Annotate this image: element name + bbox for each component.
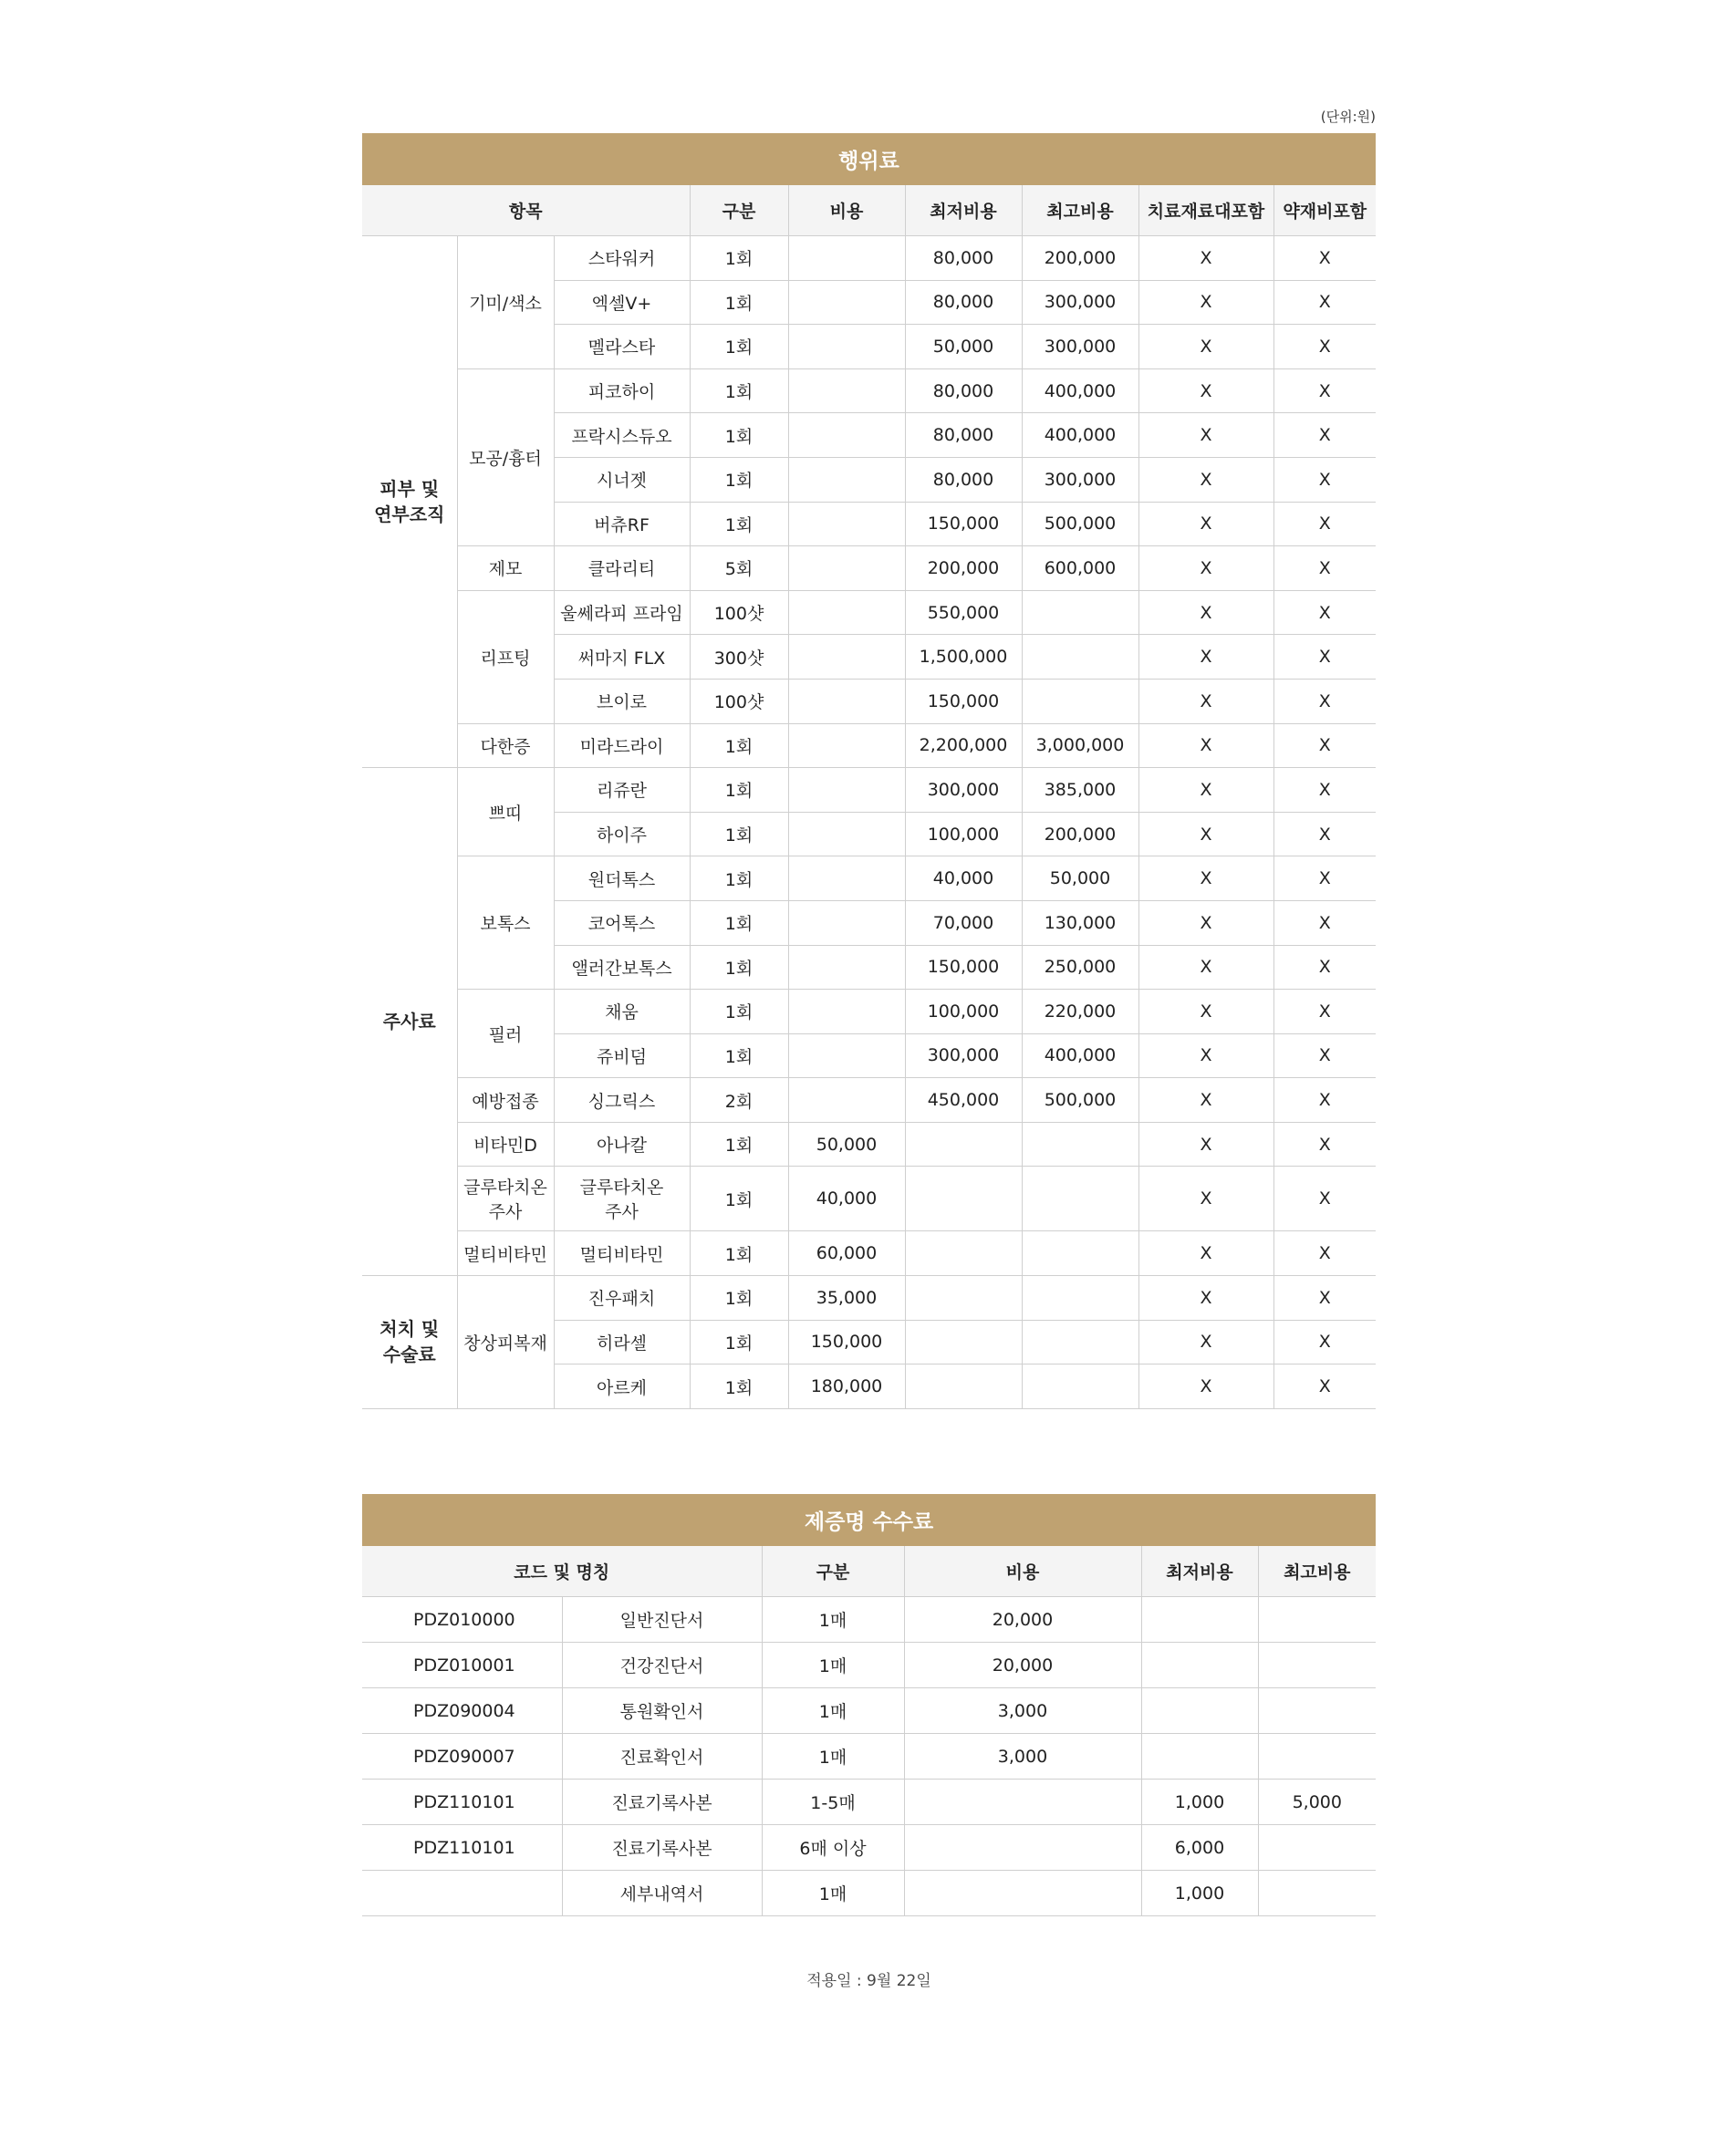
unit-cell: 1회 (690, 413, 788, 458)
document-name: 진료기록사본 (562, 1780, 762, 1825)
material-cell: X (1138, 1231, 1273, 1276)
unit-cell: 1회 (690, 856, 788, 901)
unit-cell: 1매 (762, 1643, 904, 1688)
item-name: 하이주 (554, 812, 690, 856)
material-cell: X (1138, 990, 1273, 1034)
material-cell: X (1138, 457, 1273, 502)
drug-cell: X (1273, 812, 1376, 856)
max-cell (1022, 635, 1138, 680)
item-name: 채움 (554, 990, 690, 1034)
min-cell (905, 1231, 1022, 1276)
unit-cell: 6매 이상 (762, 1825, 904, 1871)
code-cell: PDZ010001 (362, 1643, 562, 1688)
min-cell: 200,000 (905, 546, 1022, 591)
unit-cell: 1회 (690, 325, 788, 369)
max-cell (1258, 1597, 1376, 1643)
document-name: 진료확인서 (562, 1734, 762, 1780)
min-cell: 50,000 (905, 325, 1022, 369)
cost-cell (788, 590, 905, 635)
max-cell: 385,000 (1022, 768, 1138, 813)
item-name: 엑셀V+ (554, 280, 690, 325)
min-cell (905, 1122, 1022, 1167)
table-row (362, 590, 1376, 635)
drug-cell: X (1273, 368, 1376, 413)
item-name: 쥬비덤 (554, 1033, 690, 1078)
min-cell: 80,000 (905, 413, 1022, 458)
material-cell: X (1138, 856, 1273, 901)
document-name: 세부내역서 (562, 1871, 762, 1916)
min-cell (1141, 1734, 1258, 1780)
table-row (362, 368, 1376, 413)
item-name: 프락시스듀오 (554, 413, 690, 458)
min-cell: 1,500,000 (905, 635, 1022, 680)
material-cell: X (1138, 1167, 1273, 1231)
unit-cell: 1회 (690, 457, 788, 502)
table-row (362, 1871, 1376, 1916)
item-name: 아르케 (554, 1365, 690, 1409)
cost-cell (788, 723, 905, 768)
unit-cell: 300샷 (690, 635, 788, 680)
drug-cell: X (1273, 1078, 1376, 1123)
max-cell (1022, 1365, 1138, 1409)
max-cell: 400,000 (1022, 368, 1138, 413)
unit-cell: 1회 (690, 1122, 788, 1167)
drug-cell: X (1273, 280, 1376, 325)
max-cell: 300,000 (1022, 280, 1138, 325)
material-cell: X (1138, 1078, 1273, 1123)
material-cell: X (1138, 413, 1273, 458)
drug-cell: X (1273, 900, 1376, 945)
subcategory-cell: 모공/흉터 (457, 368, 554, 545)
cost-cell: 180,000 (788, 1365, 905, 1409)
unit-cell: 1매 (762, 1871, 904, 1916)
max-cell (1258, 1871, 1376, 1916)
column-header: 치료재료대포함 (1138, 185, 1273, 236)
min-cell (905, 1365, 1022, 1409)
table-row (362, 1276, 1376, 1321)
max-cell (1022, 679, 1138, 723)
unit-cell: 1회 (690, 1231, 788, 1276)
max-cell (1258, 1825, 1376, 1871)
cost-cell (788, 812, 905, 856)
document-name: 일반진단서 (562, 1597, 762, 1643)
cost-cell: 20,000 (904, 1643, 1141, 1688)
cost-cell (788, 990, 905, 1034)
max-cell: 130,000 (1022, 900, 1138, 945)
max-cell: 300,000 (1022, 457, 1138, 502)
cost-cell (788, 679, 905, 723)
cost-cell (788, 368, 905, 413)
table-row (362, 1231, 1376, 1276)
material-cell: X (1138, 945, 1273, 990)
column-header: 구분 (762, 1546, 904, 1597)
cost-cell (904, 1871, 1141, 1916)
item-name: 스타워커 (554, 236, 690, 281)
unit-cell: 1회 (690, 900, 788, 945)
unit-cell: 1회 (690, 768, 788, 813)
material-cell: X (1138, 768, 1273, 813)
unit-cell: 1매 (762, 1688, 904, 1734)
min-cell: 80,000 (905, 457, 1022, 502)
material-cell: X (1138, 590, 1273, 635)
item-name: 코어톡스 (554, 900, 690, 945)
cost-cell (788, 856, 905, 901)
max-cell (1022, 1276, 1138, 1321)
cost-cell (788, 635, 905, 680)
column-header: 비용 (904, 1546, 1141, 1597)
item-name: 앨러간보톡스 (554, 945, 690, 990)
subcategory-cell: 제모 (457, 546, 554, 591)
max-cell: 400,000 (1022, 1033, 1138, 1078)
unit-cell: 1회 (690, 1276, 788, 1321)
min-cell: 70,000 (905, 900, 1022, 945)
table-row (362, 1078, 1376, 1123)
item-name: 미라드라이 (554, 723, 690, 768)
min-cell: 150,000 (905, 945, 1022, 990)
max-cell: 220,000 (1022, 990, 1138, 1034)
cost-cell (788, 945, 905, 990)
code-cell: PDZ090007 (362, 1734, 562, 1780)
subcategory-cell: 창상피복재 (457, 1276, 554, 1409)
drug-cell: X (1273, 457, 1376, 502)
material-cell: X (1138, 325, 1273, 369)
table-header-row (362, 1546, 1376, 1597)
table-row (362, 1780, 1376, 1825)
code-cell (362, 1871, 562, 1916)
max-cell: 50,000 (1022, 856, 1138, 901)
unit-cell: 1-5매 (762, 1780, 904, 1825)
min-cell (1141, 1688, 1258, 1734)
min-cell: 6,000 (1141, 1825, 1258, 1871)
drug-cell: X (1273, 325, 1376, 369)
column-header: 구분 (690, 185, 788, 236)
min-cell: 150,000 (905, 679, 1022, 723)
min-cell: 40,000 (905, 856, 1022, 901)
unit-cell: 100샷 (690, 590, 788, 635)
cost-cell: 50,000 (788, 1122, 905, 1167)
unit-cell: 1회 (690, 368, 788, 413)
category-cell: 처치 및 수술료 (362, 1276, 457, 1409)
unit-cell: 100샷 (690, 679, 788, 723)
unit-cell: 1회 (690, 1167, 788, 1231)
drug-cell: X (1273, 413, 1376, 458)
max-cell: 500,000 (1022, 502, 1138, 546)
unit-cell: 1회 (690, 1320, 788, 1365)
drug-cell: X (1273, 1033, 1376, 1078)
cost-cell (788, 280, 905, 325)
unit-cell: 1회 (690, 723, 788, 768)
cost-cell: 150,000 (788, 1320, 905, 1365)
item-name: 울쎄라피 프라임 (554, 590, 690, 635)
table-row (362, 1122, 1376, 1167)
max-cell: 500,000 (1022, 1078, 1138, 1123)
cost-cell (788, 325, 905, 369)
min-cell: 550,000 (905, 590, 1022, 635)
item-name: 멀티비타민 (554, 1231, 690, 1276)
item-name: 시너젯 (554, 457, 690, 502)
table-row (362, 1643, 1376, 1688)
min-cell: 80,000 (905, 236, 1022, 281)
max-cell: 400,000 (1022, 413, 1138, 458)
cost-cell: 40,000 (788, 1167, 905, 1231)
min-cell: 2,200,000 (905, 723, 1022, 768)
max-cell: 200,000 (1022, 812, 1138, 856)
drug-cell: X (1273, 590, 1376, 635)
item-name: 원더톡스 (554, 856, 690, 901)
drug-cell: X (1273, 945, 1376, 990)
column-header: 약재비포함 (1273, 185, 1376, 236)
code-cell: PDZ010000 (362, 1597, 562, 1643)
max-cell (1022, 1167, 1138, 1231)
material-cell: X (1138, 812, 1273, 856)
material-cell: X (1138, 1033, 1273, 1078)
subcategory-cell: 보톡스 (457, 856, 554, 990)
min-cell: 450,000 (905, 1078, 1022, 1123)
min-cell: 80,000 (905, 368, 1022, 413)
drug-cell: X (1273, 856, 1376, 901)
material-cell: X (1138, 900, 1273, 945)
item-name: 버츄RF (554, 502, 690, 546)
item-name: 리쥬란 (554, 768, 690, 813)
cost-cell (904, 1825, 1141, 1871)
min-cell (905, 1167, 1022, 1231)
cost-cell (788, 900, 905, 945)
table-row (362, 1167, 1376, 1231)
material-cell: X (1138, 679, 1273, 723)
cost-cell: 20,000 (904, 1597, 1141, 1643)
document-name: 통원확인서 (562, 1688, 762, 1734)
subcategory-cell: 멀티비타민 (457, 1231, 554, 1276)
category-cell: 주사료 (362, 768, 457, 1276)
material-cell: X (1138, 280, 1273, 325)
max-cell (1022, 1320, 1138, 1365)
min-cell: 1,000 (1141, 1871, 1258, 1916)
drug-cell: X (1273, 1167, 1376, 1231)
item-name: 아나칼 (554, 1122, 690, 1167)
drug-cell: X (1273, 1231, 1376, 1276)
material-cell: X (1138, 546, 1273, 591)
item-name: 진우패치 (554, 1276, 690, 1321)
table-row (362, 1734, 1376, 1780)
column-header: 최저비용 (1141, 1546, 1258, 1597)
document-name: 건강진단서 (562, 1643, 762, 1688)
code-cell: PDZ090004 (362, 1688, 562, 1734)
table-row (362, 1825, 1376, 1871)
max-cell: 5,000 (1258, 1780, 1376, 1825)
drug-cell: X (1273, 236, 1376, 281)
cost-cell (788, 502, 905, 546)
drug-cell: X (1273, 635, 1376, 680)
table-row (362, 990, 1376, 1034)
drug-cell: X (1273, 990, 1376, 1034)
subcategory-cell: 필러 (457, 990, 554, 1078)
cost-cell (904, 1780, 1141, 1825)
cost-cell (788, 457, 905, 502)
category-cell: 피부 및 연부조직 (362, 236, 457, 768)
column-header: 최고비용 (1258, 1546, 1376, 1597)
min-cell (905, 1276, 1022, 1321)
table-row (362, 1688, 1376, 1734)
material-cell: X (1138, 502, 1273, 546)
material-cell: X (1138, 1122, 1273, 1167)
unit-cell: 1매 (762, 1734, 904, 1780)
column-header: 코드 및 명칭 (362, 1546, 762, 1597)
max-cell: 250,000 (1022, 945, 1138, 990)
cost-cell: 3,000 (904, 1734, 1141, 1780)
drug-cell: X (1273, 1122, 1376, 1167)
drug-cell: X (1273, 1365, 1376, 1409)
code-cell: PDZ110101 (362, 1825, 562, 1871)
drug-cell: X (1273, 768, 1376, 813)
min-cell (1141, 1597, 1258, 1643)
item-name: 브이로 (554, 679, 690, 723)
cost-cell (788, 1033, 905, 1078)
min-cell: 300,000 (905, 1033, 1022, 1078)
unit-cell: 1회 (690, 502, 788, 546)
item-name: 멜라스타 (554, 325, 690, 369)
unit-cell: 1회 (690, 280, 788, 325)
unit-cell: 1회 (690, 236, 788, 281)
material-cell: X (1138, 635, 1273, 680)
subcategory-cell: 기미/색소 (457, 236, 554, 369)
document-name: 진료기록사본 (562, 1825, 762, 1871)
column-header: 최고비용 (1022, 185, 1138, 236)
material-cell: X (1138, 368, 1273, 413)
table-row (362, 1597, 1376, 1643)
item-name: 써마지 FLX (554, 635, 690, 680)
material-cell: X (1138, 723, 1273, 768)
table-row (362, 546, 1376, 591)
cost-cell (788, 413, 905, 458)
subcategory-cell: 예방접종 (457, 1078, 554, 1123)
cost-cell: 3,000 (904, 1688, 1141, 1734)
unit-cell: 5회 (690, 546, 788, 591)
max-cell (1258, 1688, 1376, 1734)
cost-cell (788, 236, 905, 281)
certificate-fee-table (362, 1494, 1376, 1916)
material-cell: X (1138, 1276, 1273, 1321)
min-cell: 1,000 (1141, 1780, 1258, 1825)
material-cell: X (1138, 236, 1273, 281)
drug-cell: X (1273, 1320, 1376, 1365)
drug-cell: X (1273, 1276, 1376, 1321)
table-row (362, 723, 1376, 768)
effective-date: 적용일 : 9월 22일 (806, 1972, 931, 1990)
drug-cell: X (1273, 502, 1376, 546)
column-header: 비용 (788, 185, 905, 236)
subcategory-cell: 다한증 (457, 723, 554, 768)
unit-cell: 1매 (762, 1597, 904, 1643)
table-title: 제증명 수수료 (362, 1494, 1376, 1546)
min-cell (1141, 1643, 1258, 1688)
drug-cell: X (1273, 679, 1376, 723)
min-cell: 80,000 (905, 280, 1022, 325)
table-header-row (362, 185, 1376, 236)
min-cell: 150,000 (905, 502, 1022, 546)
item-name: 피코하이 (554, 368, 690, 413)
max-cell (1022, 1122, 1138, 1167)
max-cell: 600,000 (1022, 546, 1138, 591)
max-cell: 200,000 (1022, 236, 1138, 281)
cost-cell (788, 546, 905, 591)
cost-cell (788, 1078, 905, 1123)
item-name: 히라셀 (554, 1320, 690, 1365)
cost-cell: 60,000 (788, 1231, 905, 1276)
min-cell (905, 1320, 1022, 1365)
unit-cell: 1회 (690, 945, 788, 990)
unit-cell: 2회 (690, 1078, 788, 1123)
unit-cell: 1회 (690, 1365, 788, 1409)
material-cell: X (1138, 1365, 1273, 1409)
max-cell (1022, 590, 1138, 635)
subcategory-cell: 비타민D (457, 1122, 554, 1167)
cost-cell (788, 768, 905, 813)
code-cell: PDZ110101 (362, 1780, 562, 1825)
max-cell (1258, 1734, 1376, 1780)
unit-cell: 1회 (690, 1033, 788, 1078)
unit-cell: 1회 (690, 990, 788, 1034)
procedure-fee-table (362, 133, 1376, 1409)
max-cell: 300,000 (1022, 325, 1138, 369)
subcategory-cell: 글루타치온 주사 (457, 1167, 554, 1231)
subcategory-cell: 쁘띠 (457, 768, 554, 856)
max-cell (1258, 1643, 1376, 1688)
unit-cell: 1회 (690, 812, 788, 856)
item-name: 클라리티 (554, 546, 690, 591)
unit-note: (단위:원) (1320, 109, 1376, 125)
min-cell: 100,000 (905, 990, 1022, 1034)
item-name: 글루타치온 주사 (554, 1167, 690, 1231)
max-cell: 3,000,000 (1022, 723, 1138, 768)
min-cell: 100,000 (905, 812, 1022, 856)
cost-cell: 35,000 (788, 1276, 905, 1321)
subcategory-cell: 리프팅 (457, 590, 554, 723)
table-title: 행위료 (362, 133, 1376, 185)
table-row (362, 236, 1376, 281)
max-cell (1022, 1231, 1138, 1276)
table-row (362, 856, 1376, 901)
drug-cell: X (1273, 723, 1376, 768)
drug-cell: X (1273, 546, 1376, 591)
column-header: 최저비용 (905, 185, 1022, 236)
material-cell: X (1138, 1320, 1273, 1365)
column-header: 항목 (362, 185, 690, 236)
min-cell: 300,000 (905, 768, 1022, 813)
item-name: 싱그릭스 (554, 1078, 690, 1123)
table-row (362, 768, 1376, 813)
